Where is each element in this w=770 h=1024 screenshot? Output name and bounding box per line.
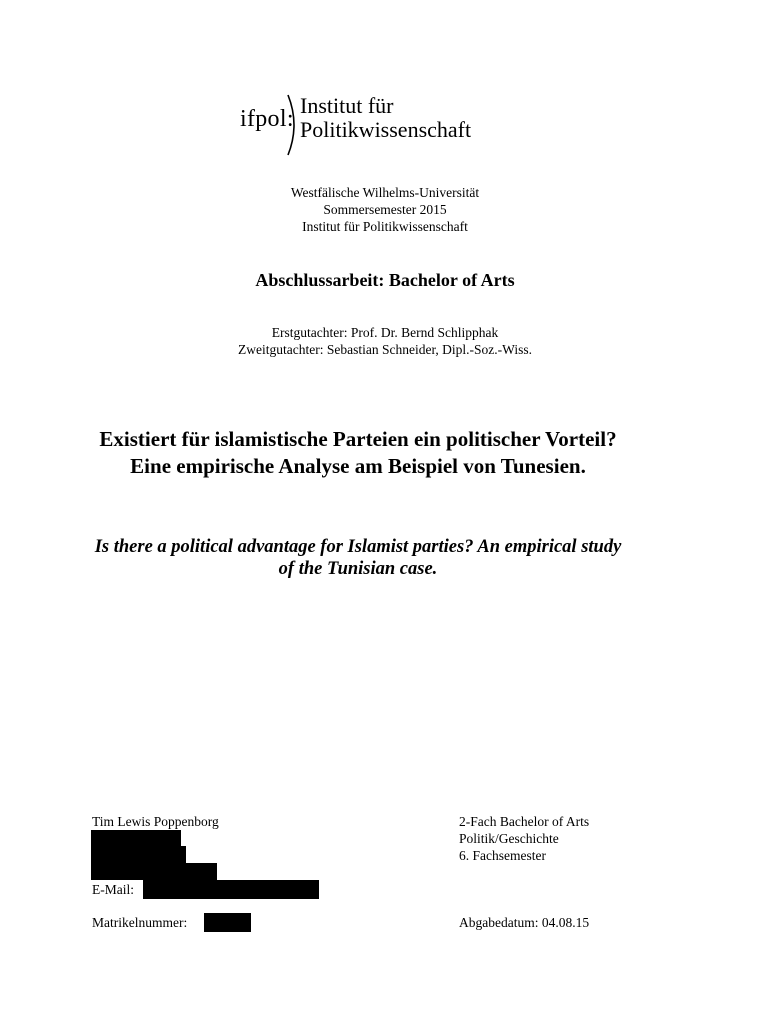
degree-title: Abschlussarbeit: Bachelor of Arts (255, 270, 515, 290)
program-subjects: Politik/Geschichte (459, 831, 559, 846)
institute-logo (240, 92, 480, 158)
matrikel-label: Matrikelnummer: (92, 915, 188, 930)
program-degree: 2-Fach Bachelor of Arts (459, 814, 590, 829)
redaction-email (143, 880, 319, 899)
author-name: Tim Lewis Poppenborg (92, 814, 219, 829)
logo-mark: ifpol: (240, 106, 294, 132)
semester: Sommersemester 2015 (323, 202, 447, 217)
university-block (0, 184, 770, 235)
reviewers-block (0, 324, 770, 358)
second-reviewer: Zweitgutachter: Sebastian Schneider, Dipl.-Soz.-Wiss. (238, 342, 532, 357)
logo-text-line2: Politikwissenschaft (300, 117, 472, 142)
redaction-matrikel (204, 913, 251, 932)
thesis-title-english: Is there a political advantage for Islamist parties? An empirical study of the Tunisian case. (94, 537, 622, 579)
redaction-address-line2 (91, 846, 186, 863)
thesis-title-german: Existiert für islamistische Parteien ein politischer Vorteil? Eine empirische Analyse am Beispiel von Tunesien. (99, 427, 617, 478)
redaction-address-line3 (91, 863, 217, 880)
redaction-address-line1 (91, 830, 181, 846)
institute-name: Institut für Politikwissenschaft (302, 219, 468, 234)
program-semester: 6. Fachsemester (459, 848, 546, 863)
submission-date: Abgabedatum: 04.08.15 (459, 915, 590, 930)
university-name: Westfälische Wilhelms-Universität (290, 185, 480, 200)
first-reviewer: Erstgutachter: Prof. Dr. Bernd Schlipphak (271, 325, 499, 340)
email-label: E-Mail: (92, 882, 134, 897)
logo-text-line1: Institut für (300, 93, 394, 118)
